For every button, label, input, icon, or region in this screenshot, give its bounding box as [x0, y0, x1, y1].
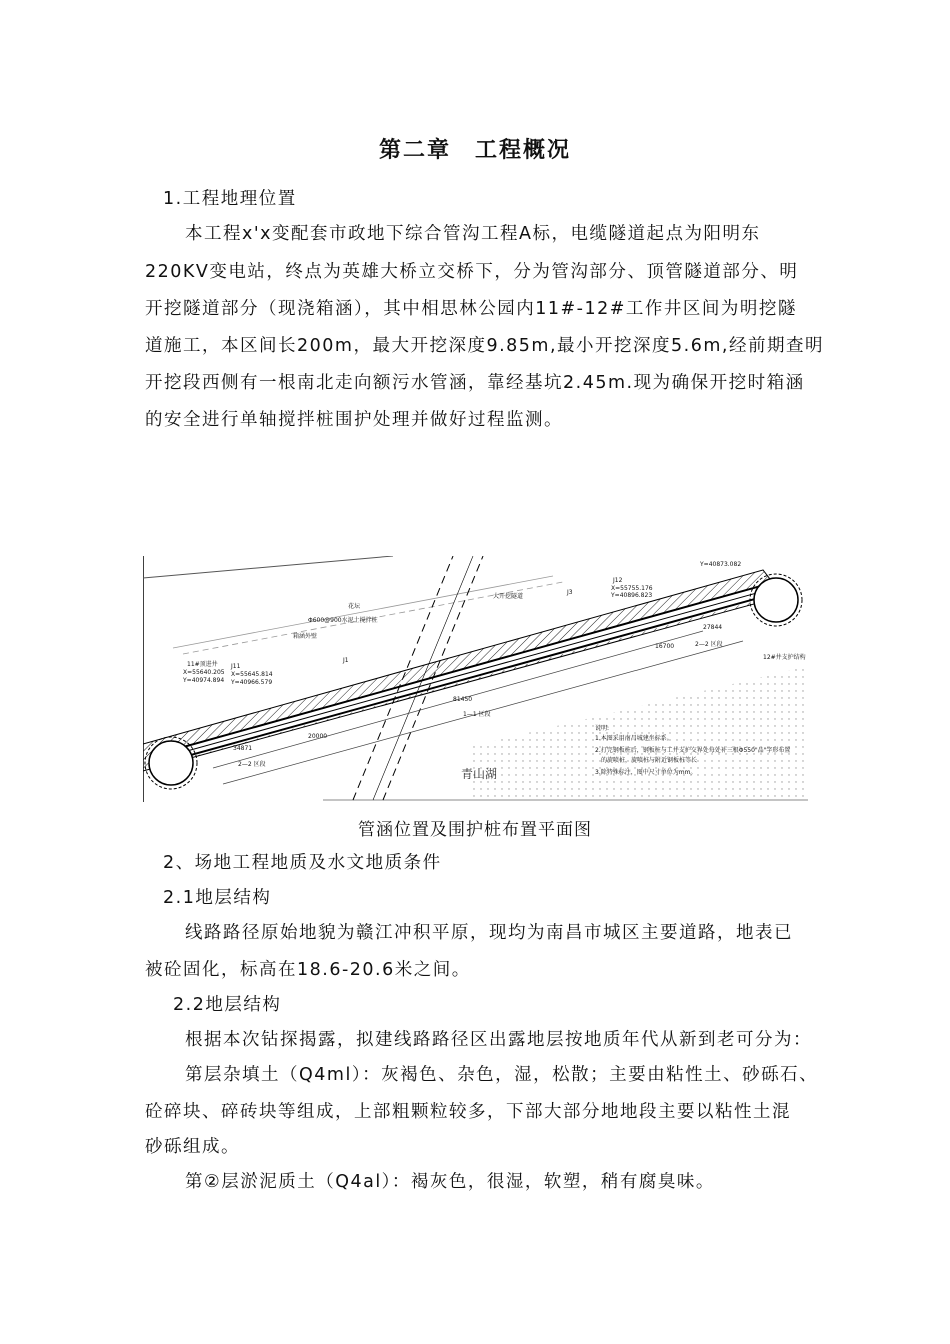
note-1: 1.本图采用南昌城建坐标系。: [595, 735, 673, 742]
paragraph-line: 的安全进行单轴搅拌桩围护处理并做好过程监测。: [145, 410, 563, 430]
paragraph-line: 砂砾组成。: [145, 1137, 240, 1157]
label-j12-x: X=55755.176: [611, 585, 653, 592]
paragraph-line: 根据本次钻探揭露，拟建线路路径区出露地层按地质年代从新到老可分为：: [185, 1030, 812, 1050]
label-section-22a: 2—2 区段: [238, 761, 266, 768]
paragraph-line: 线路路径原始地貌为赣江冲积平原，现均为南昌市城区主要道路，地表已: [185, 923, 793, 943]
site-plan-drawing: [143, 556, 808, 802]
paragraph-line: 道施工，本区间长200m，最大开挖深度9.85m,最小开挖深度5.6m,经前期查明: [145, 336, 824, 356]
section1-heading: 1.工程地理位置: [163, 189, 297, 209]
chapter-title: 第二章 工程概况: [378, 138, 571, 163]
label-flowerbed: 花坛: [348, 603, 361, 610]
label-support: 12#井支护结构: [763, 654, 806, 661]
label-j3: J3: [567, 589, 573, 596]
figure-caption: 管涵位置及围护桩布置平面图: [358, 820, 592, 840]
paragraph-line: 第层杂填土（Q4ml）：灰褐色、杂色，湿，松散；主要由粘性土、砂砾石、: [185, 1065, 819, 1085]
note-2: 2.打完钢板桩后，钢板桩与工井支护交界处每处补三根Φ550"品"字形布置: [595, 747, 791, 754]
paragraph-line: 第②层淤泥质土（Q4al）：褐灰色，很湿，软塑，稍有腐臭味。: [185, 1172, 715, 1192]
label-shaft1-y: Y=40974.894: [183, 677, 225, 684]
paragraph-line: 220KV变电站，终点为英雄大桥立交桥下，分为管沟部分、顶管隧道部分、明: [145, 262, 799, 282]
label-section-11: 1—1 区段: [463, 711, 491, 718]
note-3: 3.除特殊标注，图中尺寸单位为mm。: [595, 769, 697, 776]
label-shaft1-x: X=55640.205: [183, 669, 225, 676]
label-dim-16700: 16700: [655, 643, 675, 650]
section2-heading: 2、场地工程地质及水文地质条件: [163, 853, 442, 873]
label-j11: J11: [231, 663, 241, 670]
paragraph-line: 开挖隧道部分（现浇箱涵），其中相思林公园内11#-12#工作井区间为明挖隧: [145, 299, 797, 319]
label-lake: 青山湖: [461, 767, 498, 781]
label-dim-27844: 27844: [703, 624, 723, 631]
label-pile-note: Φ600@900水泥土搅拌桩: [308, 617, 378, 624]
paragraph-line: 被砼固化，标高在18.6-20.6米之间。: [145, 960, 471, 980]
label-dim-81450: 81450: [453, 696, 473, 703]
subsection-heading: 2.1地层结构: [163, 888, 272, 908]
label-top-y: Y=40873.082: [700, 561, 742, 568]
label-dim-34871: 34871: [233, 745, 253, 752]
label-dim-20000: 20000: [308, 733, 328, 740]
label-shaft1: 11#顶进井: [187, 661, 218, 668]
label-j1: J1: [343, 657, 349, 664]
paragraph-line: 开挖段西侧有一根南北走向额污水管涵，靠经基坑2.45m.现为确保开挖时箱涵: [145, 373, 805, 393]
paragraph-line: 砼碎块、碎砖块等组成，上部粗颗粒较多，下部大部分地地段主要以粘性土混: [145, 1102, 791, 1122]
label-open-cut: 大开挖隧道: [493, 593, 524, 600]
subsection-heading: 2.2地层结构: [173, 995, 282, 1015]
label-j11-x: X=55645.814: [231, 671, 273, 678]
label-j12: J12: [613, 577, 623, 584]
paragraph-line: 本工程x'x变配套市政地下综合管沟工程A标，电缆隧道起点为阳明东: [185, 224, 761, 244]
label-section-22b: 2—2 区段: [695, 641, 723, 648]
label-j11-y: Y=40966.579: [231, 679, 273, 686]
note-2b: 的旋喷桩，旋喷桩与附近钢板桩等长: [601, 757, 698, 764]
notes-title: 说明:: [595, 725, 610, 732]
label-culvert: 箱涵外壁: [293, 633, 318, 640]
label-j12-y: Y=40896.823: [611, 592, 653, 599]
